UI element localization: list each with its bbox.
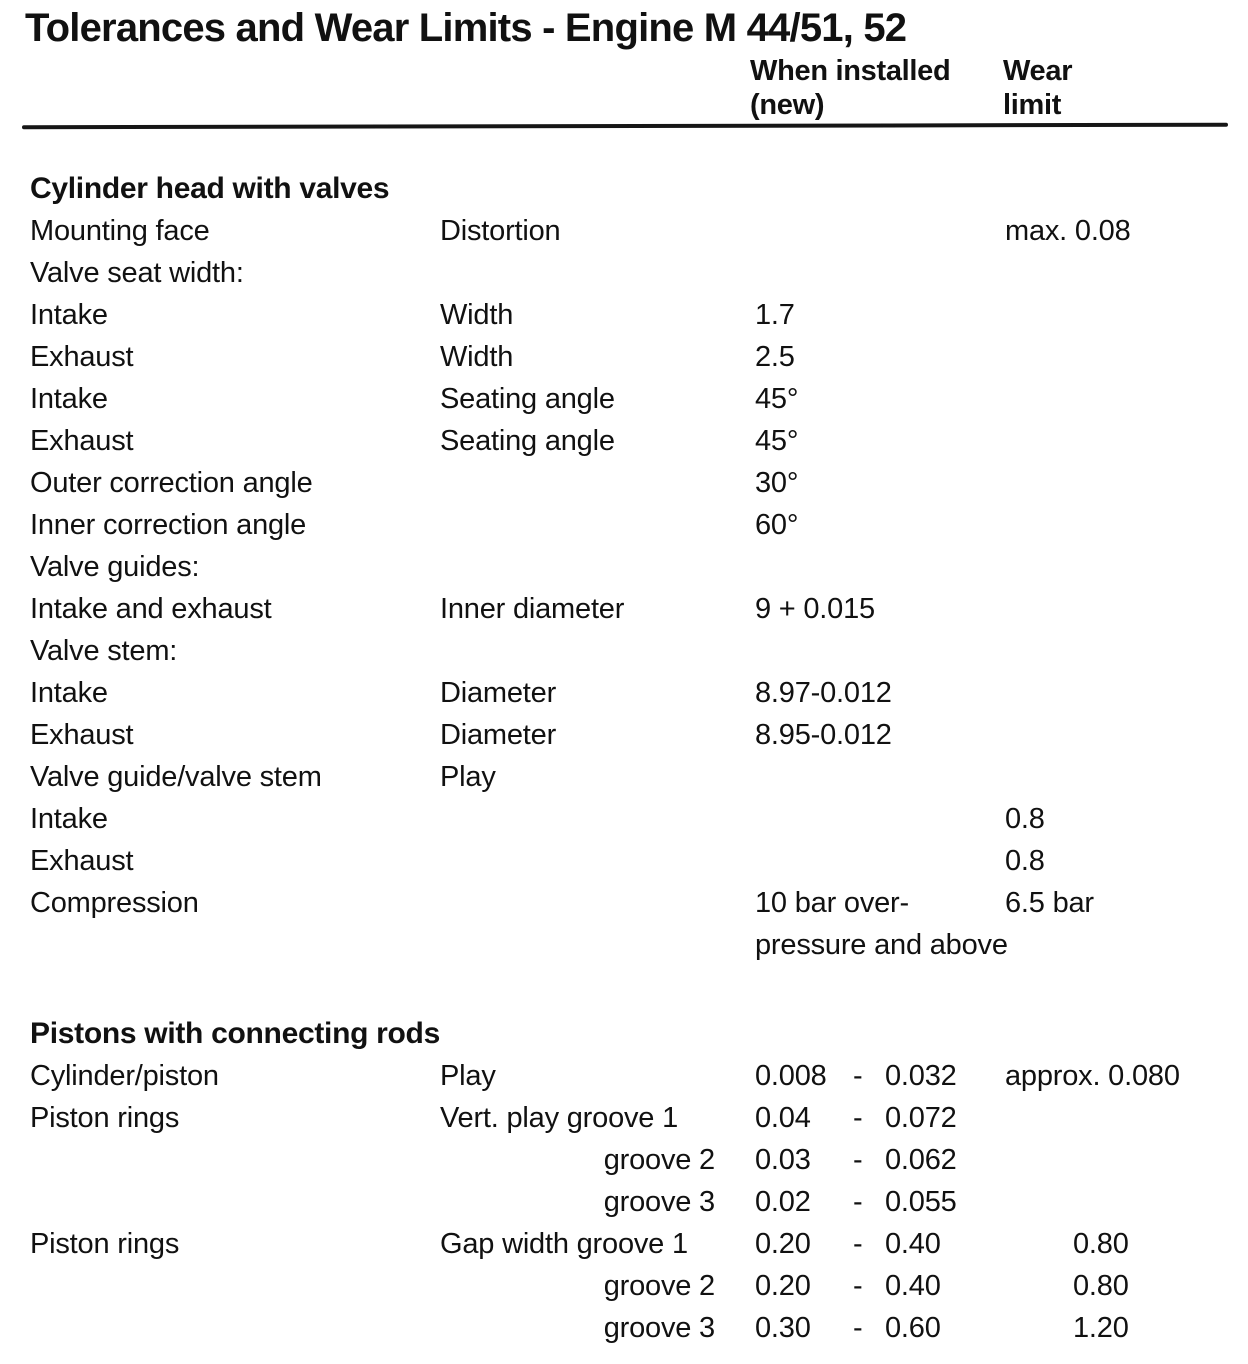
cell-item: Intake — [30, 677, 108, 709]
cell-when-installed: 30° — [755, 467, 799, 499]
cell-when-installed — [755, 546, 1005, 588]
cell-item: Compression — [30, 887, 199, 919]
cell-when-installed: 45° — [755, 425, 799, 457]
cell-when-installed — [755, 1055, 1005, 1097]
cell-when-installed — [755, 1223, 1005, 1265]
cell-spec — [440, 882, 755, 924]
cell-when-installed — [755, 1139, 1005, 1181]
cell-spec: Width — [440, 299, 514, 331]
cell-item — [30, 1181, 440, 1223]
cell-wear-limit: 6.5 bar — [1005, 887, 1094, 919]
table-row — [30, 336, 1248, 378]
cell-spec: Play — [440, 761, 496, 793]
cell-spec: groove 3 — [603, 1186, 715, 1218]
column-header-when-installed — [750, 54, 950, 122]
cell-spec — [440, 252, 755, 294]
table-row — [30, 924, 1248, 966]
column-header-wear-limit — [1003, 54, 1072, 122]
cell-when-installed — [755, 756, 1005, 798]
value-min: 0.03 — [755, 1144, 811, 1176]
cell-spec: Play — [440, 1060, 496, 1092]
cell-spec — [440, 462, 755, 504]
cell-wear-limit — [1005, 294, 1248, 336]
value-min: 0.02 — [755, 1186, 811, 1218]
cell-item: Exhaust — [30, 425, 134, 457]
table-row — [30, 294, 1248, 336]
value-max: 0.032 — [885, 1060, 957, 1092]
cell-spec — [440, 504, 755, 546]
table-row — [30, 840, 1248, 882]
cell-item — [30, 1307, 440, 1349]
cell-item: Intake — [30, 383, 108, 415]
cell-when-installed — [755, 630, 1005, 672]
cell-when-installed — [755, 840, 1005, 882]
cell-when-installed — [755, 210, 1005, 252]
table-row — [30, 1055, 1248, 1097]
cell-item: Exhaust — [30, 845, 134, 877]
value-max: 0.072 — [885, 1102, 957, 1134]
cell-item: Outer correction angle — [30, 467, 313, 499]
range-dash: - — [853, 1312, 863, 1344]
cell-when-installed: pressure and above — [755, 929, 1008, 961]
table-row — [30, 252, 1248, 294]
cell-when-installed: 60° — [755, 509, 799, 541]
table-row — [30, 504, 1248, 546]
cell-when-installed: 9 + 0.015 — [755, 593, 875, 625]
column-header-when-installed-line2: (new) — [750, 89, 825, 121]
cell-spec: Diameter — [440, 719, 557, 751]
cell-when-installed: 2.5 — [755, 341, 795, 373]
column-header-when-installed-line1: When installed — [750, 55, 951, 87]
cell-spec: Diameter — [440, 677, 557, 709]
table-row — [30, 672, 1248, 714]
table-row — [30, 630, 1248, 672]
table-row — [30, 462, 1248, 504]
cell-item: Intake — [30, 299, 108, 331]
cell-item: Inner correction angle — [30, 509, 307, 541]
cell-when-installed: 1.7 — [755, 299, 795, 331]
cell-wear-limit — [1005, 420, 1248, 462]
cell-wear-limit — [1005, 252, 1248, 294]
cell-wear-limit — [1005, 336, 1248, 378]
table-row — [30, 588, 1248, 630]
cell-item: Intake and exhaust — [30, 593, 272, 625]
cell-item: Valve seat width: — [30, 257, 244, 289]
cell-when-installed — [755, 1181, 1005, 1223]
cell-spec — [440, 924, 755, 966]
table-row — [30, 1181, 1248, 1223]
range-dash: - — [853, 1186, 863, 1218]
cell-spec: Seating angle — [440, 383, 615, 415]
column-header-wear-limit-line2: limit — [1003, 89, 1062, 121]
value-max: 0.60 — [885, 1312, 941, 1344]
cell-spec: groove 2 — [603, 1144, 715, 1176]
cell-spec: groove 2 — [603, 1270, 715, 1302]
cell-spec — [440, 798, 755, 840]
range-dash: - — [853, 1228, 863, 1260]
cell-spec — [440, 840, 755, 882]
cell-item: Valve guides: — [30, 551, 200, 583]
cell-spec: Width — [440, 341, 514, 373]
cell-wear-limit — [1005, 546, 1248, 588]
table-row — [30, 1139, 1248, 1181]
cell-item: Exhaust — [30, 719, 134, 751]
cell-when-installed: 8.95-0.012 — [755, 719, 892, 751]
cell-item: Valve guide/valve stem — [30, 761, 322, 793]
cell-when-installed: 45° — [755, 383, 799, 415]
page-title: Tolerances and Wear Limits - Engine M 44/51, 52 — [25, 6, 907, 50]
cell-when-installed: 8.97-0.012 — [755, 677, 892, 709]
cell-item — [30, 924, 440, 966]
column-header-wear-limit-line1: Wear — [1003, 55, 1073, 87]
cell-wear-limit — [1005, 504, 1248, 546]
cell-wear-limit — [1005, 462, 1248, 504]
value-min: 0.30 — [755, 1312, 811, 1344]
cell-wear-limit: 0.8 — [1005, 845, 1045, 877]
table-row — [30, 882, 1248, 924]
cell-wear-limit: 0.8 — [1005, 803, 1045, 835]
cell-item: Intake — [30, 803, 108, 835]
range-dash: - — [853, 1102, 863, 1134]
section-heading: Pistons with connecting rods — [30, 1017, 440, 1050]
cell-wear-limit: 0.80 — [1073, 1270, 1129, 1302]
table-row — [30, 1223, 1248, 1265]
cell-wear-limit: approx. 0.080 — [1005, 1060, 1180, 1092]
table-row — [30, 714, 1248, 756]
table-row — [30, 756, 1248, 798]
value-min: 0.008 — [755, 1060, 827, 1092]
cell-spec: Distortion — [440, 215, 561, 247]
value-max: 0.062 — [885, 1144, 957, 1176]
cell-when-installed — [755, 252, 1005, 294]
cell-spec: Inner diameter — [440, 593, 625, 625]
value-min: 0.04 — [755, 1102, 811, 1134]
cell-wear-limit — [1005, 630, 1248, 672]
cell-item — [30, 1139, 440, 1181]
cell-item: Exhaust — [30, 341, 134, 373]
table-row — [30, 420, 1248, 462]
range-dash: - — [853, 1270, 863, 1302]
tolerances-table — [30, 168, 1248, 1349]
table-row — [30, 1097, 1248, 1139]
table-row — [30, 1307, 1248, 1349]
cell-spec: groove 3 — [603, 1312, 715, 1344]
cell-spec — [440, 546, 755, 588]
cell-wear-limit — [1005, 756, 1248, 798]
cell-spec: Seating angle — [440, 425, 615, 457]
cell-item: Valve stem: — [30, 635, 178, 667]
cell-when-installed — [755, 1265, 1005, 1307]
cell-item: Piston rings — [30, 1102, 180, 1134]
cell-when-installed — [755, 1307, 1005, 1349]
table-row — [30, 1265, 1248, 1307]
cell-spec — [440, 630, 755, 672]
header-divider-rule — [22, 123, 1228, 130]
range-dash: - — [853, 1060, 863, 1092]
value-min: 0.20 — [755, 1270, 811, 1302]
cell-wear-limit — [1005, 924, 1248, 966]
cell-item: Mounting face — [30, 215, 210, 247]
table-row — [30, 798, 1248, 840]
cell-wear-limit: max. 0.08 — [1005, 215, 1131, 247]
cell-when-installed: 10 bar over- — [755, 887, 909, 919]
table-section — [30, 168, 1248, 966]
cell-item: Piston rings — [30, 1228, 180, 1260]
cell-wear-limit — [1005, 1181, 1248, 1223]
cell-item: Cylinder/piston — [30, 1060, 219, 1092]
value-max: 0.055 — [885, 1186, 957, 1218]
cell-when-installed — [755, 1097, 1005, 1139]
cell-wear-limit — [1005, 378, 1248, 420]
range-dash: - — [853, 1144, 863, 1176]
table-section — [30, 1013, 1248, 1349]
value-max: 0.40 — [885, 1270, 941, 1302]
value-min: 0.20 — [755, 1228, 811, 1260]
value-max: 0.40 — [885, 1228, 941, 1260]
table-row — [30, 378, 1248, 420]
table-row — [30, 210, 1248, 252]
table-row — [30, 546, 1248, 588]
cell-wear-limit — [1005, 1139, 1248, 1181]
cell-wear-limit: 1.20 — [1073, 1312, 1129, 1344]
cell-when-installed — [755, 798, 1005, 840]
cell-wear-limit — [1005, 672, 1248, 714]
cell-spec: Vert. play groove 1 — [440, 1102, 679, 1134]
cell-wear-limit — [1005, 1097, 1248, 1139]
cell-wear-limit: 0.80 — [1073, 1228, 1129, 1260]
cell-item — [30, 1265, 440, 1307]
cell-wear-limit — [1005, 714, 1248, 756]
cell-wear-limit — [1005, 588, 1248, 630]
cell-spec: Gap width groove 1 — [440, 1228, 688, 1260]
section-heading: Cylinder head with valves — [30, 172, 390, 205]
